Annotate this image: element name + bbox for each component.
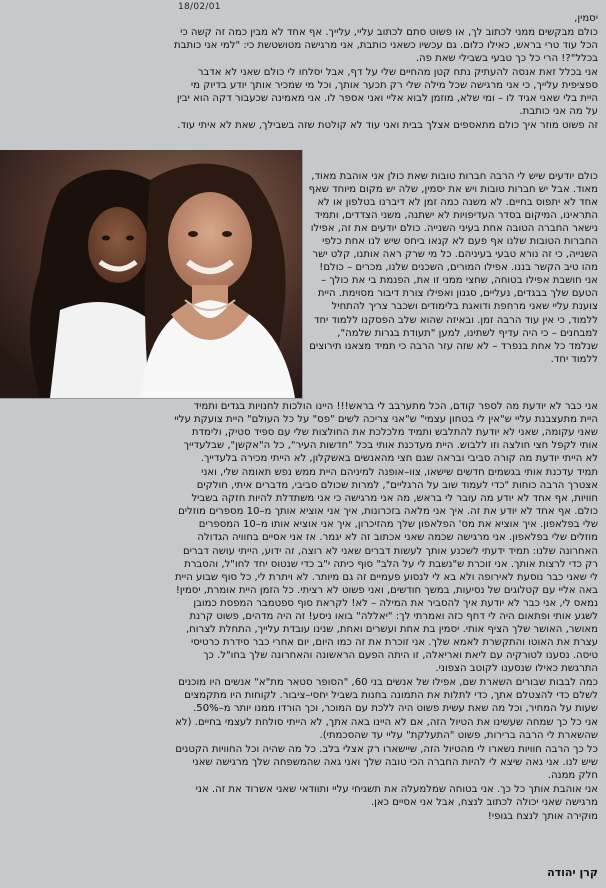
article-top-text — [174, 12, 598, 133]
paragraph: תמיד עדכנת אותי בגשמים חדשים שישאו, צוו–אופנה למיניהם היית ממש נפש תאומה שלי, ואני אצטרך הרבה כוחות "כדי לעמוד שוב על הרגליים", למרות שכולם סביבי, מדברים איתי, חולקים חוויות, אף אחד לא יודע מה עובר לי בראש, מה אני מרגישה כי אני משתדלת להיות חזקה בשביל כולם. אף אחד לא יודע את זה. איך אני מלאה בזכרונות, איך אני אוציא אותך מ–10 מספרים מוזלים שלי בפלאפון. איך אוציא את מס' הפלאפון שלך מהזיכרון, איך אני אוציא אותו מ–10 המספרים מוזלים שלי בפלאפון. אני מרגישה שכמה שאני אכתוב זה לא יגמר. אז אני אסיים בחוויה הגדולה האחרונה שלנו: תמיד ידעתי לשכנע אותך לעשות דברים שאני לא רוצה, זה ידוע, הייתי עושה דברים רק כדי לרצות אותך. אני זוכרת ש"נשבת לי על הלב" סוף כיתה י"ב כדי שנטוס יחד לחו"ל, והסברת לי שאני כבר נוסעת לאירופה ולא בא לי לנסוע פעמיים זה גם מיותר. לא ויתרת לי, כל סוף שבוע היית באה אליי עם קטלוגים של נסיעות, במשך חודשים, ואני פשוט לא רציתי. כל הזמן היית אומרת, יסמין! נמאס לי, אני כבר לא יודעת איך להסביר את המילה – לא! לקראת סוף ספטמבר המפסת כמובן לשגע אותי ופתאום היה לי דחף כזה ואמרתי לך: "יאללה" בואו ניסע! זה היה מדהים, פשוט קרנת מאושר, האושר שלך הציף אותי. יסמין בת אחת ועשרים ואחת, שנינו עובדת עלייך, התחלת לצרוח, עצרת את האוטו והתקשרת לאמא שלך. אני זוכרת את זה כמו היום, יום אחרי כבר סידרת כרטיסי טיסה. נסענו לטורקיה עם ליאת ואריאלה, זו היתה הפעם הראשונה והאחרונה שלך בחו"ל. כך התרגשת כאילו שנסענו לקוטב הצפוני. — [175, 467, 598, 674]
paragraph: כמה לבבות שבורים השארת שם, אפילו של אנשים בני 60, "הסופר סטאר מת"א" אנשים היו מוכנים לשלם כדי להצטלם אתך, כדי לתלות את התמונה בחנות בשביל יחסי–ציבור. לקוחות היו מתקמצים שעות על המחיר, וכל מה שאת עשית פשוט היה ללכת עם המוכר, וכך הורדו ממנו יותר מ–50%. — [178, 676, 598, 715]
paragraph: אני אוהבת אותך כל כך. אני בטוחה שמלמעלה את תשגיחי עליי ותוודאי שאני אשרוד את זה. אני מרגישה שאני יכולה לכתוב לנצח, אבל אני אסיים כאן. — [195, 784, 598, 809]
paragraph: אני כבר לא יודעת מה לספר קודם, הכל מתערבב לי בראש!!! היינו הולכות לחנויות בגדים ותמיד היית מתעצבנת עליי ש"אין לי בטחון עצמי" ש"אני צריכה לשים "פס" על כל העולם" היית צועקת עליי שאני עקומה, שאני לא יודעת להתלבש ותמיד מלכלכת את החולצות שלי עם ספיד סטיק, ולימדת אותי לקפל חצי חולצה וזו ללבוש. היית מעדכנת אותי בכל "חדשות העיר", כל ה"אקשן", שבלעדייך לא הייתי יודעת מה קורה סביבי ובראה שגם חצי מהאנשים באשקלון, לא הייתי מכירה בלעדייך. — [174, 401, 598, 465]
article-bottom-text — [174, 400, 598, 825]
paragraph: מוקירה אותך לנצח בגופי! — [487, 811, 598, 823]
paragraph: כל כך הרבה חוויות נשארו לי מהטיול הזה, שיישארו רק אצלי בלב. כל מה שהיה וכל החוויות הקטנים שיש לנו. אני גאה שיצא לי להיות החברה הכי טובה שלך ואני גאה שהמשפחה שלך מרגישה שאני חלק ממנה. — [175, 744, 598, 782]
photo-illustration — [0, 150, 302, 398]
paragraph: כולם מבקשים ממני לכתוב לך, או פשוט סתם לכתוב עליי, עלייך. אף אחד לא מבין כמה זה קשה כי הכל עוד טרי בראש, כאילו כלום. גם עכשיו כשאני כותבת, אני מרגישה מטושטשת כי: "למי אני כותבת בכלל"?! הרי כל כך טבעי בשבילי שאת פה. — [173, 27, 598, 65]
paragraph: אני כל כך שמחה שעשינו את הטיול הזה, אם לא היינו באה אתך, לא הייתי סולחת לעצמי בחיים. (לא שהשארת לי הרבה ברירות, פשוט "התעלקת" עליי עד שהסכמתי). — [175, 717, 598, 742]
page-date: 18/02/01 — [178, 2, 221, 12]
paragraph: כולם יודעים שיש לי הרבה חברות טובות שאת כולן אני אוהבת מאוד, מאוד. אבל יש חברות טובות ויש את יסמין, שלה יש מקום מיוחד שאף אחד לא יתפוס בחיים. לא משנה כמה זמן לא דיברנו בטלפון או לא התראינו, המיקום בסדר העדיפויות לא ישתנה, משני הצדדים, ותמיד נישאר החברה הטובה אחת בעיני השנייה. כולם יודעים את זה, אפילו החברות הטובות שלנו אף פעם לא קנאו ביחס שיש לנו אחת כלפי השנייה, כי זה נורא טבעי בעיניהם. כל מי שרק ראה אותנו, קלט ישר מהו טיב הקשר בננו. אפילו המורים, השכנים שלנו, מכרים – כולם! אני חושבת אפילו בטוחה, שחצי ממני זו את, הפנמת בי את כולך – הטעם שלך בבגדים, נעליים, סגנון ואפילו צורת דיבור מסוימת. היית צוענת עליי שאני מרחפת ודואגת בלימודים ושכבר צריך להתחיל ללמוד, כי אין עוד הרבה זמן. ובאיזה שהוא שלב הפסקנו ללמוד יחד למבחנים – כי היה עדיף לשתינו, למען "תעודת בגרות שלמה", שנלמד כל אחת בנפרד – לא שזה עזר הרבה כי תמיד מצאנו תירוצים ללמוד יחד. — [308, 171, 598, 365]
greeting: יסמין, — [574, 13, 598, 24]
article-mid-text — [306, 170, 598, 367]
paragraph: זה פשוט מוזר איך כולם מתאספים אצלך בבית ואני עוד לא קולטת שזה בשבילך, שאת לא איתי עוד. — [177, 120, 598, 132]
portrait-photo — [0, 150, 303, 399]
author-signature: קרן יהודה — [547, 866, 598, 879]
paragraph: אני בכלל זאת אנסה להעתיק נתח קטן מהחיים שלי על דף, אבל יסלחו לי כולם שאני לא אדבר ספציפית עלייך, כי אני מרגישה שכל מילה שלי רק תכער אותך, וכל מי שמכיר אותך יודע בדיוק מי היית בלי שאני אגיד לו – ומי שלא, מוזמן לבוא אליי ואני אספר לו. אני מאמינה שכעבור דקה הוא יבין על מה אני כותבת. — [176, 67, 598, 118]
